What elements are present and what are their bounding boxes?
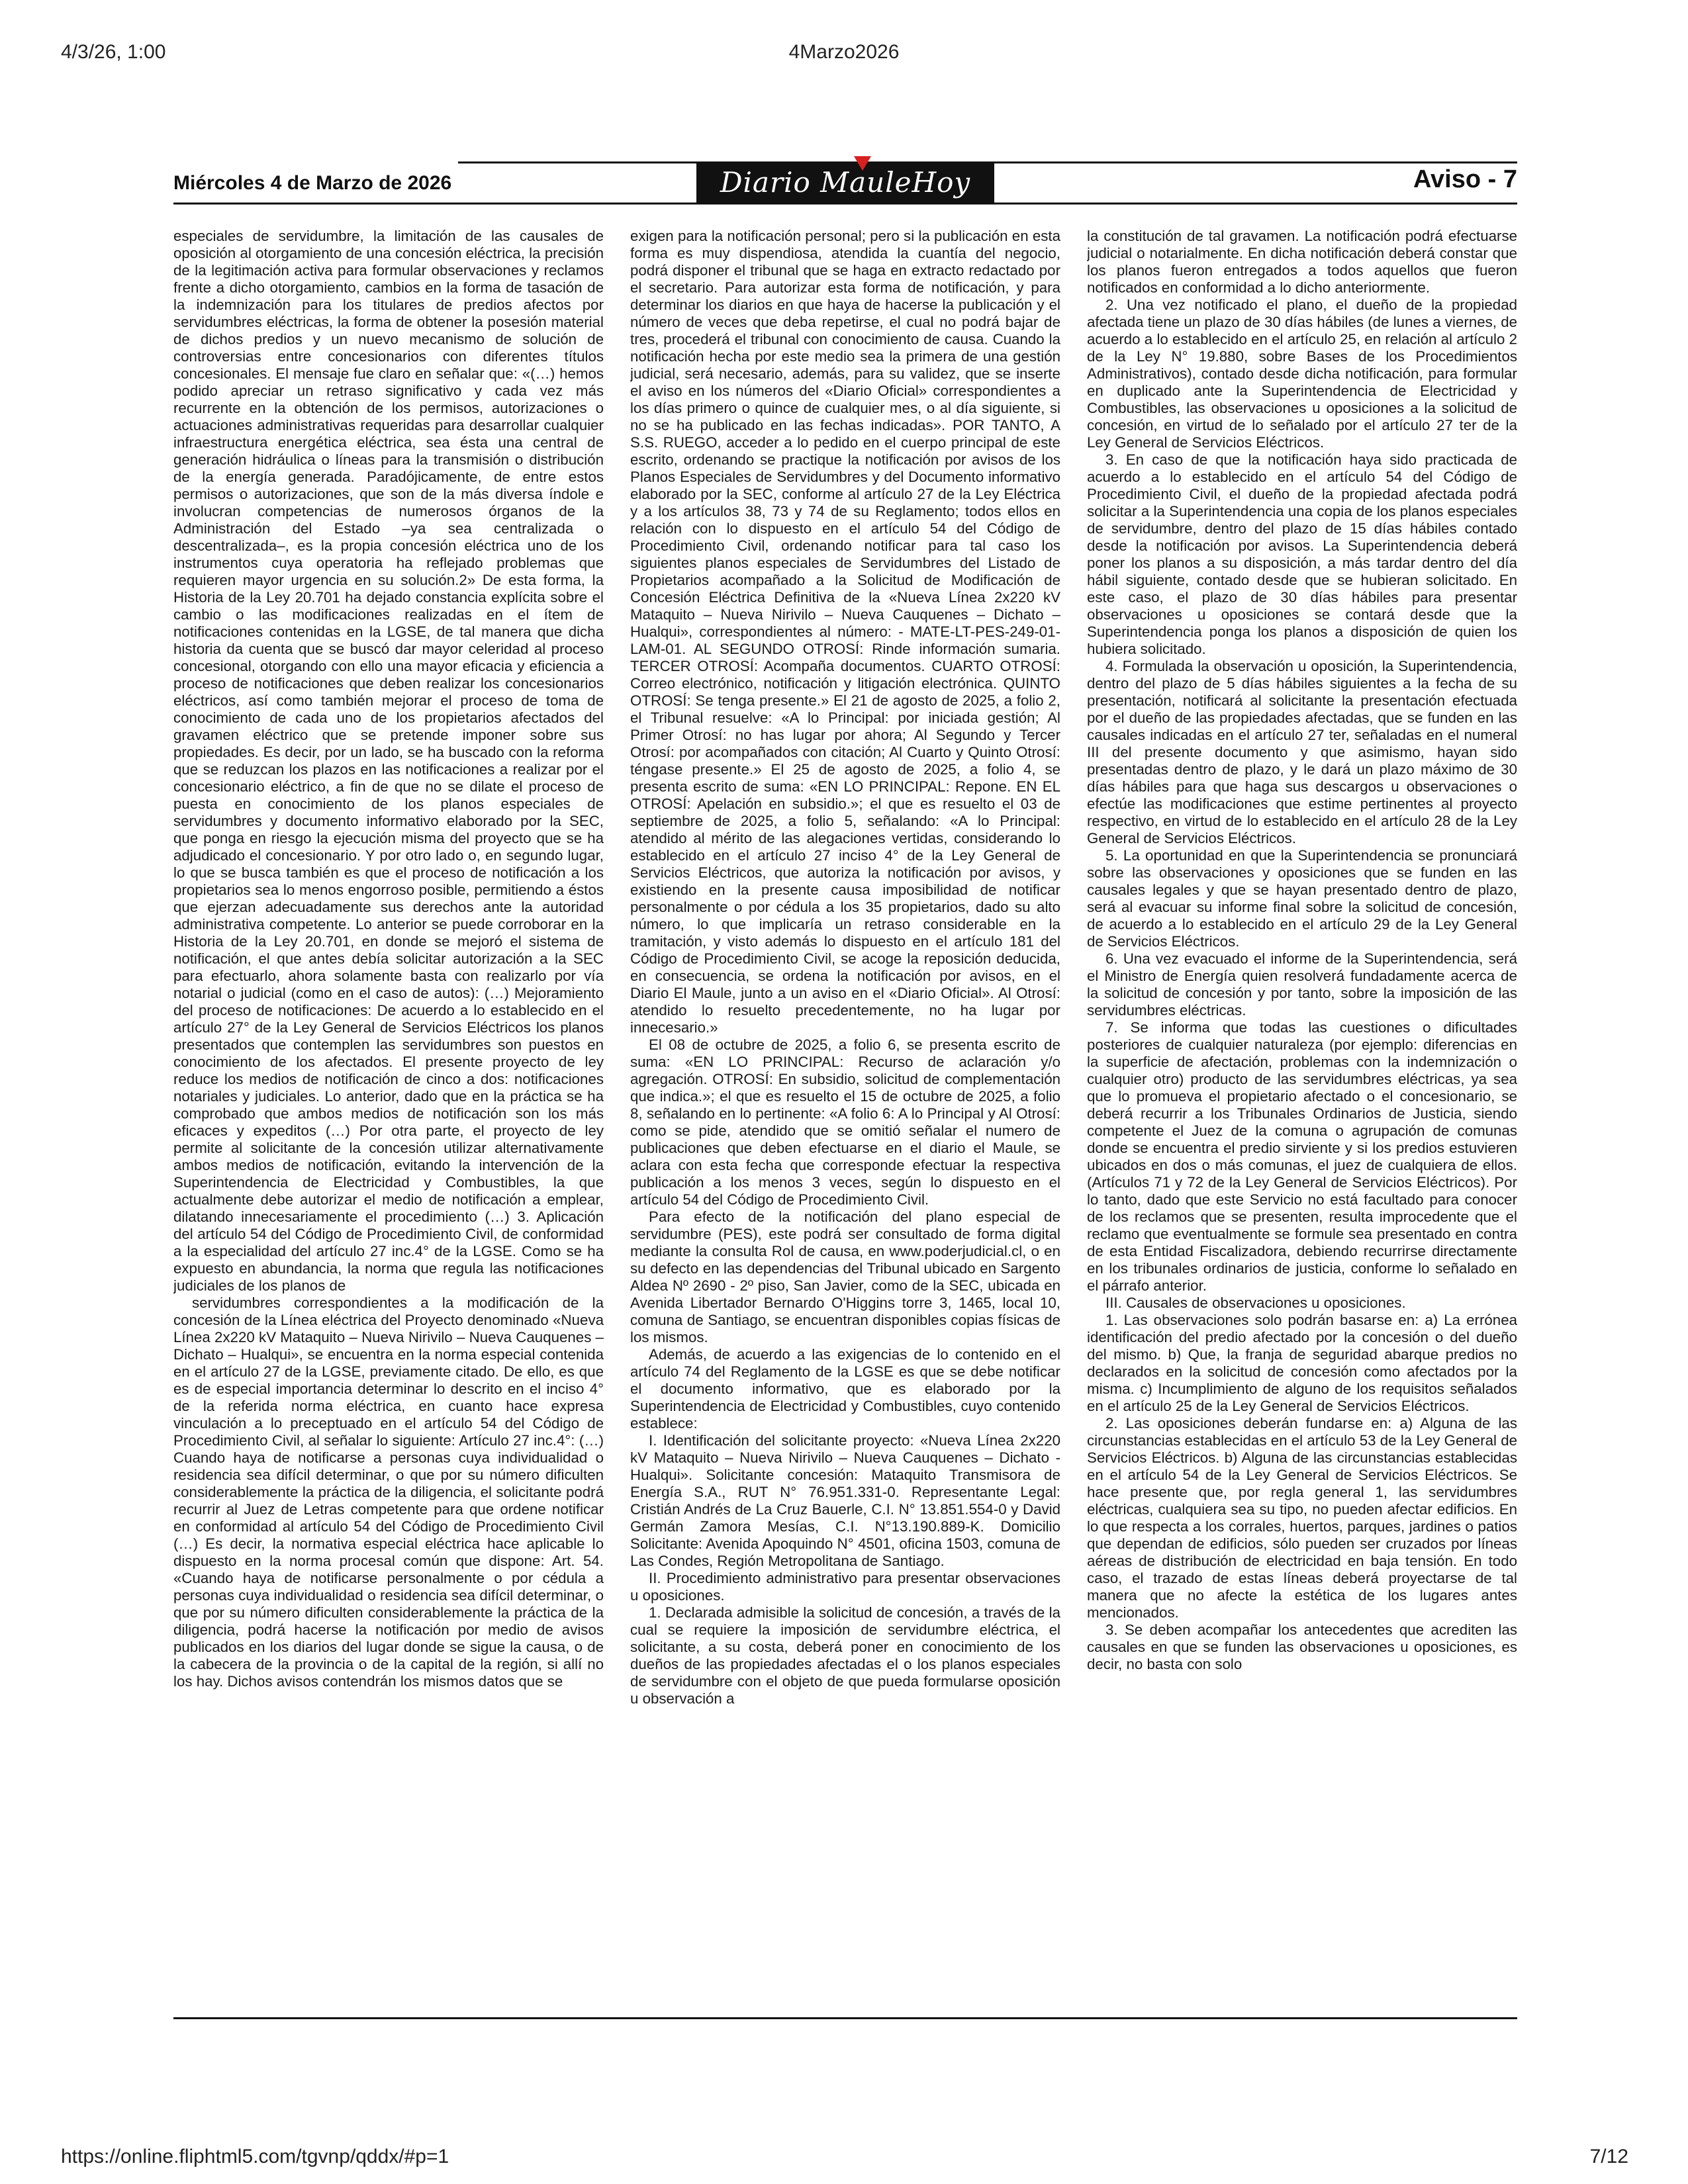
paragraph: 5. La oportunidad en que la Superintendencia se pronunciará sobre las observaciones y oposiciones que se funden en las causales legales y que se hayan presentado dentro de plazo, será al evacuar su informe final sobre la solicitud de concesión, de acuerdo a lo establecido en el artículo 29 de la Ley General de Servicios Eléctricos. <box>1087 847 1517 950</box>
paragraph: 2. Una vez notificado el plano, el dueño de la propiedad afectada tiene un plazo de 30 días hábiles (de lunes a viernes, de acuerdo a lo establecido en el artículo 25, en relación al artículo 2 de la Ley N° 19.880, sobre Bases de los Procedimientos Administrativos), contado desde dicha notificación, para formular en duplicado ante la Superintendencia de Electricidad y Combustibles, las observaciones u oposiciones a la solicitud de concesión, en virtud de lo señalado por el artículo 27 ter de la Ley General de Servicios Eléctricos. <box>1087 296 1517 451</box>
section-label: Aviso - 7 <box>1413 165 1517 193</box>
paragraph: 3. Se deben acompañar los antecedentes que acrediten las causales en que se funden las observaciones u oposiciones, es decir, no basta con solo <box>1087 1621 1517 1672</box>
paragraph: Para efecto de la notificación del plano especial de servidumbre (PES), este podrá ser consultado de forma digital mediante la consulta Rol de causa, en www.poderjudicial.cl, o en su defecto en las dependencias del Tribunal ubicado en Sargento Aldea Nº 2690 - 2º piso, San Javier, como de la SEC, ubicada en Avenida Libertador Bernardo O'Higgins torre 3, 1465, local 10, comuna de Santiago, se encuentran disponibles copias físicas de los mismos. <box>630 1208 1060 1345</box>
paragraph: la constitución de tal gravamen. La notificación podrá efectuarse judicial o notarialmente. En dicha notificación deberá constar que los planos fueron entregados a todos aquellos que fueron notificados en conformidad a lo dicho anteriormente. <box>1087 228 1517 296</box>
paragraph: II. Procedimiento administrativo para presentar observaciones u oposiciones. <box>630 1570 1060 1604</box>
paragraph: especiales de servidumbre, la limitación de las causales de oposición al otorgamiento de una concesión eléctrica, la precisión de la legitimación activa para formular observaciones y reclamos frente a dicho otorgamiento, cambios en la forma de tasación de la indemnización para los titulares de predios afectos por servidumbres eléctricas, la forma de obtener la posesión material de dichos predios y un nuevo mecanismo de solución de controversias entre concesionarios con diferentes títulos concesionales. El mensaje fue claro en señalar que: «(…) hemos podido apreciar un retraso significativo y cada vez más recurrente en la obtención de los permisos, autorizaciones o actuaciones administrativas requeridas para desarrollar cualquier infraestructura energética eléctrica, sea ésta una central de generación hidráulica o líneas para la transmisión o distribución de la energía generada. Paradójicamente, de entre estos permisos o autorizaciones, que son de la más diversa índole e involucran competencias de numerosos órganos de la Administración del Estado –ya sea centralizada o descentralizada–, es la propia concesión eléctrica uno de los instrumentos cuya operatoria ha reflejado problemas que requieren mayor urgencia en su solución.2» De esta forma, la Historia de la Ley 20.701 ha dejado constancia explícita sobre el cambio o las modificaciones realizadas en el ítem de notificaciones contenidas en la LGSE, de tal manera que dicha historia da cuenta que se buscó dar mayor celeridad al proceso concesional, otorgando con ello una mayor eficacia y eficiencia a proceso de notificaciones que deben realizar los concesionarios eléctricos, así como también mejorar el proceso de toma de conocimiento de cada uno de los propietarios afectados del gravamen eléctrico que se pretende imponer sobre sus propiedades. Es decir, por un lado, se ha buscado con la reforma que se reduzcan los plazos en las notificaciones a realizar por el concesionario eléctrico, a fin de que no se dilate el proceso de puesta en conocimiento de los planos especiales de servidumbres y documento informativo elaborado por la SEC, que ponga en riesgo la ejecución misma del proyecto que se ha adjudicado el concesionario. Y por otro lado o, en segundo lugar, lo que se busca también es que el proceso de notificación a los propietarios sea lo menos engorroso posible, permitiendo a éstos que ejerzan adecuadamente sus derechos ante la autoridad administrativa competente. Lo anterior se puede corroborar en la Historia de la Ley 20.701, en donde se mejoró el sistema de notificación, el que antes debía solicitar autorización a la SEC para efectuarlo, ahora solamente basta con realizarlo por vía notarial o judicial (como en el caso de autos): (…) Mejoramiento del proceso de notificaciones: De acuerdo a lo establecido en el artículo 27° de la Ley General de Servicios Eléctricos los planos presentados que contemplen las servidumbres son puestos en conocimiento de los afectados. El presente proyecto de ley reduce los medios de notificación de cinco a dos: notificaciones notariales y judiciales. Lo anterior, dado que en la práctica se ha comprobado que ambos medios de notificación son los más eficaces y expeditos (…) Por otra parte, el proyecto de ley permite al solicitante de la concesión utilizar alternativamente ambos medios de notificación, evitando la intervención de la Superintendencia de Electricidad y Combustibles, la que actualmente debe autorizar el medio de notificación a emplear, dilatando innecesariamente el procedimiento (…) 3. Aplicación del artículo 54 del Código de Procedimiento Civil, de conformidad a la especialidad del artículo 27 inc.4° de la LGSE. Como se ha expuesto en abundancia, la norma que regula las notificaciones judiciales de los planos de <box>173 228 604 1294</box>
column-1 <box>173 228 604 2015</box>
paragraph: El 08 de octubre de 2025, a folio 6, se presenta escrito de suma: «EN LO PRINCIPAL: Recurso de aclaración y/o agregación. OTROSÍ: En subsidio, solicitud de complementación que indica.»; el que es resuelto el 15 de octubre de 2025, a folio 8, señalando en lo pertinente: «A folio 6: A lo Principal y Al Otrosí: como se pide, atendido que se omitió señalar el numero de publicaciones que deben efectuarse en el diario el Maule, se aclara con esta fecha que corresponde efectuar la respectiva publicación a los menos 3 veces, según lo dispuesto en el artículo 54 del Código de Procedimiento Civil. <box>630 1036 1060 1208</box>
paragraph: 2. Las oposiciones deberán fundarse en: a) Alguna de las circunstancias establecidas en el artículo 53 de la Ley General de Servicios Eléctricos. b) Alguna de las circunstancias establecidas en el artículo 54 de la Ley General de Servicios Eléctricos. Se hace presente que, por regla general 1, las servidumbres eléctricas, cualquiera sea su tipo, no pueden afectar edificios. En lo que respecta a los corrales, huertos, parques, jardines o patios que dependan de edificios, sólo pueden ser cruzados por líneas aéreas de distribución de electricidad en baja tensión. En todo caso, el trazado de estas líneas deberá proyectarse de tal manera que no afecte la estética de los lugares antes mencionados. <box>1087 1415 1517 1621</box>
paragraph: III. Causales de observaciones u oposiciones. <box>1105 1295 1406 1311</box>
article-columns <box>173 228 1517 2015</box>
print-footer <box>0 2146 1688 2172</box>
paragraph: 6. Una vez evacuado el informe de la Superintendencia, será el Ministro de Energía quien resolverá fundadamente acerca de la solicitud de concesión y por tanto, sobre la imposición de las servidumbres eléctricas. <box>1087 950 1517 1019</box>
print-url: https://online.fliphtml5.com/tgvnp/qddx/#p=1 <box>61 2146 449 2167</box>
column-2 <box>630 228 1060 2015</box>
paragraph: 3. En caso de que la notificación haya sido practicada de acuerdo a lo establecido en el artículo 54 del Código de Procedimiento Civil, el dueño de la propiedad afectada podrá solicitar a la Superintendencia una copia de los planos especiales de servidumbre, dentro del plazo de 15 días hábiles contado desde la notificación por avisos. La Superintendencia deberá poner los planos a su disposición, a más tardar dentro del día hábil siguiente, contado desde que se hubieran solicitado. En este caso, el plazo de 30 días hábiles para presentar observaciones u oposiciones se contará desde que la Superintendencia ponga los planos a disposición de quien los hubiera solicitado. <box>1087 451 1517 657</box>
print-datetime: 4/3/26, 1:00 <box>61 41 166 63</box>
logo-text: Diario MauleHoy <box>720 166 971 199</box>
paragraph: 7. Se informa que todas las cuestiones o dificultades posteriores de cualquier naturaleza (por ejemplo: diferencias en la superficie de afectación, problemas con la indemnización o cualquier otro) producto de las servidumbres eléctricas, ya sea que lo promueva el propietario afectado o el concesionario, se deberá recurrir a los Tribunales Ordinarios de Justicia, siendo competente el Juez de la comuna o agrupación de comunas donde se encuentra el predio sirviente y si los predios estuvieren ubicados en dos o más comunas, el juez de cualquiera de ellos. (Artículos 71 y 72 de la Ley General de Servicios Eléctricos). Por lo tanto, dado que este Servicio no está facultado para conocer de los reclamos que se presenten, resulta improcedente que el reclamo que eventualmente se formule sea presentado en contra de esta Entidad Fiscalizadora, debiendo recurrirse directamente en los tribunales ordinarios de justicia, conforme lo señalado en el párrafo anterior. <box>1087 1019 1517 1294</box>
logo-red-mark-icon <box>854 156 871 171</box>
print-page-title: 4Marzo2026 <box>788 41 900 63</box>
paragraph: 1. Las observaciones solo podrán basarse en: a) La errónea identificación del predio afectado por la concesión o del dueño del mismo. b) Que, la franja de seguridad abarque predios no declarados en la solicitud de concesión como afectados por la misma. c) Incumplimiento de alguno de los requisitos señalados en el artículo 25 de la Ley General de Servicios Eléctricos. <box>1087 1312 1517 1414</box>
paragraph: I. Identificación del solicitante proyecto: «Nueva Línea 2x220 kV Mataquito – Nueva Nirivilo – Nueva Cauquenes – Dichato - Hualqui». Solicitante concesión: Mataquito Transmisora de Energía S.A., RUT N° 76.951.331-0. Representante Legal: Cristián Andrés de La Cruz Bauerle, C.I. N° 13.851.554-0 y David Germán Zamora Mesías, C.I. N°13.190.889-K. Domicilio Solicitante: Avenida Apoquindo N° 4501, oficina 1503, comuna de Las Condes, Región Metropolitana de Santiago. <box>630 1432 1060 1569</box>
paragraph: servidumbres correspondientes a la modificación de la concesión de la Línea eléctrica del Proyecto denominado «Nueva Línea 2x220 kV Mataquito – Nueva Nirivilo – Nueva Cauquenes – Dichato – Hualqui», se encuentra en la norma especial contenida en el artículo 27 de la LGSE, previamente citado. De ello, es que es de especial importancia determinar lo descrito en el inciso 4° de la referida norma eléctrica, en cuanto hace expresa vinculación a lo preceptuado en el artículo 54 del Código de Procedimiento Civil, al señalar lo siguiente: Artículo 27 inc.4°: (…) Cuando haya de notificarse a personas cuya individualidad o residencia sea difícil determinar, o que por su número dificulten considerablemente la práctica de la diligencia, el solicitante podrá recurrir al Juez de Letras competente para que ordene notificar en conformidad al artículo 54 del Código de Procedimiento Civil (…) Es decir, la normativa especial eléctrica hace aplicable lo dispuesto en la norma procesal común que dispone: Art. 54. «Cuando haya de notificarse personalmente o por cédula a personas cuya individualidad o residencia sea difícil determinar, o que por su número dificulten considerablemente la práctica de la diligencia, podrá hacerse la notificación por medio de avisos publicados en los diarios del lugar donde se sigue la causa, o de la cabecera de la provincia o de la capital de la región, si allí no los hay. Dichos avisos contendrán los mismos datos que se <box>173 1295 604 1690</box>
newspaper-logo <box>696 163 994 203</box>
print-header <box>0 41 1688 68</box>
paragraph: 1. Declarada admisible la solicitud de concesión, a través de la cual se requiere la imposición de servidumbre eléctrica, el solicitante, a su costa, deberá poner en conocimiento de los dueños de las propiedades afectadas el o los planos especiales de servidumbre con el objeto de que pueda formularse oposición u observación a <box>630 1604 1060 1707</box>
page-bottom-rule <box>173 2017 1517 2019</box>
masthead-bottom-rule <box>173 203 1517 205</box>
newspaper-masthead <box>173 161 1517 205</box>
paragraph: exigen para la notificación personal; pero si la publicación en esta forma es muy dispendiosa, atendida la cuantía del negocio, podrá disponer el tribunal que se haga en extracto redactado por el secretario. Para autorizar esta forma de notificación, y para determinar los diarios en que haya de hacerse la publicación y el número de veces que deba repetirse, el cual no podrá bajar de tres, procederá el tribunal con conocimiento de causa. Cuando la notificación hecha por este medio sea la primera de una gestión judicial, será necesario, además, para su validez, que se inserte el aviso en los números del «Diario Oficial» correspondientes a los días primero o quince de cualquier mes, o al día siguiente, si no se ha publicado en las fechas indicadas». POR TANTO, A S.S. RUEGO, acceder a lo pedido en el cuerpo principal de este escrito, ordenando se practique la notificación por avisos de los Planos Especiales de Servidumbres y del Documento informativo elaborado por la SEC, conforme al artículo 27 de la Ley Eléctrica y a los artículos 38, 73 y 74 de su Reglamento; todos ellos en relación con lo dispuesto en el artículo 54 del Código de Procedimiento Civil, ordenando notificar para tal caso los siguientes planos especiales de Servidumbres del Listado de Propietarios acompañado a la Solicitud de Modificación de Concesión Eléctrica Definitiva de la «Nueva Línea 2x220 kV Mataquito – Nueva Nirivilo – Nueva Cauquenes – Dichato – Hualqui», correspondientes al número: - MATE-LT-PES-249-01-LAM-01. AL SEGUNDO OTROSÍ: Rinde información sumaria. TERCER OTROSÍ: Acompaña documentos. CUARTO OTROSÍ: Correo electrónico, notificación y litigación electrónica. QUINTO OTROSÍ: Se tenga presente.» El 21 de agosto de 2025, a folio 2, el Tribunal resuelve: «A lo Principal: por iniciada gestión; Al Primer Otrosí: no has lugar por ahora; Al Segundo y Tercer Otrosí: por acompañados con citación; Al Cuarto y Quinto Otrosí: téngase presente.» El 25 de agosto de 2025, a folio 4, se presenta escrito de suma: «EN LO PRINCIPAL: Repone. EN EL OTROSÍ: Apelación en subsidio.»; el que es resuelto el 03 de septiembre de 2025, a folio 5, señalando: «A lo Principal: atendido al mérito de las alegaciones vertidas, considerando lo establecido en el artículo 27 inciso 4° de la Ley General de Servicios Eléctricos, que autoriza la notificación por avisos, y existiendo en la presente causa imposibilidad de notificar personalmente o por cédula a los 35 propietarios, dado su alto número, lo que implicaría un retraso considerable en la tramitación, y visto además lo dispuesto en el artículo 181 del Código de Procedimiento Civil, se acoge la reposición deducida, en consecuencia, se ordena la notificación por avisos, en el Diario El Maule, junto a un aviso en el «Diario Oficial». Al Otrosí: atendido lo resuelto precedentemente, no ha lugar por innecesario.» <box>630 228 1060 1036</box>
issue-date: Miércoles 4 de Marzo de 2026 <box>173 172 452 194</box>
print-page-counter: 7/12 <box>1589 2146 1628 2167</box>
column-3 <box>1087 228 1517 2015</box>
paragraph: Además, de acuerdo a las exigencias de lo contenido en el artículo 74 del Reglamento de la LGSE es que se debe notificar el documento informativo, que es elaborado por la Superintendencia de Electricidad y Combustibles, cuyo contenido establece: <box>630 1346 1060 1432</box>
paragraph: 4. Formulada la observación u oposición, la Superintendencia, dentro del plazo de 5 días hábiles siguientes a la fecha de su presentación, notificará al solicitante la presentación efectuada por el dueño de las propiedades afectadas, que se funden en las causales indicadas en el artículo 27 ter, señaladas en el numeral III del presente documento y que asimismo, hayan sido presentadas dentro de plazo, y le dará un plazo máximo de 30 días hábiles para que haga sus descargos u observaciones o efectúe las modificaciones que estime pertinentes al proyecto respectivo, en virtud de lo establecido en el artículo 28 de la Ley General de Servicios Eléctricos. <box>1087 658 1517 846</box>
